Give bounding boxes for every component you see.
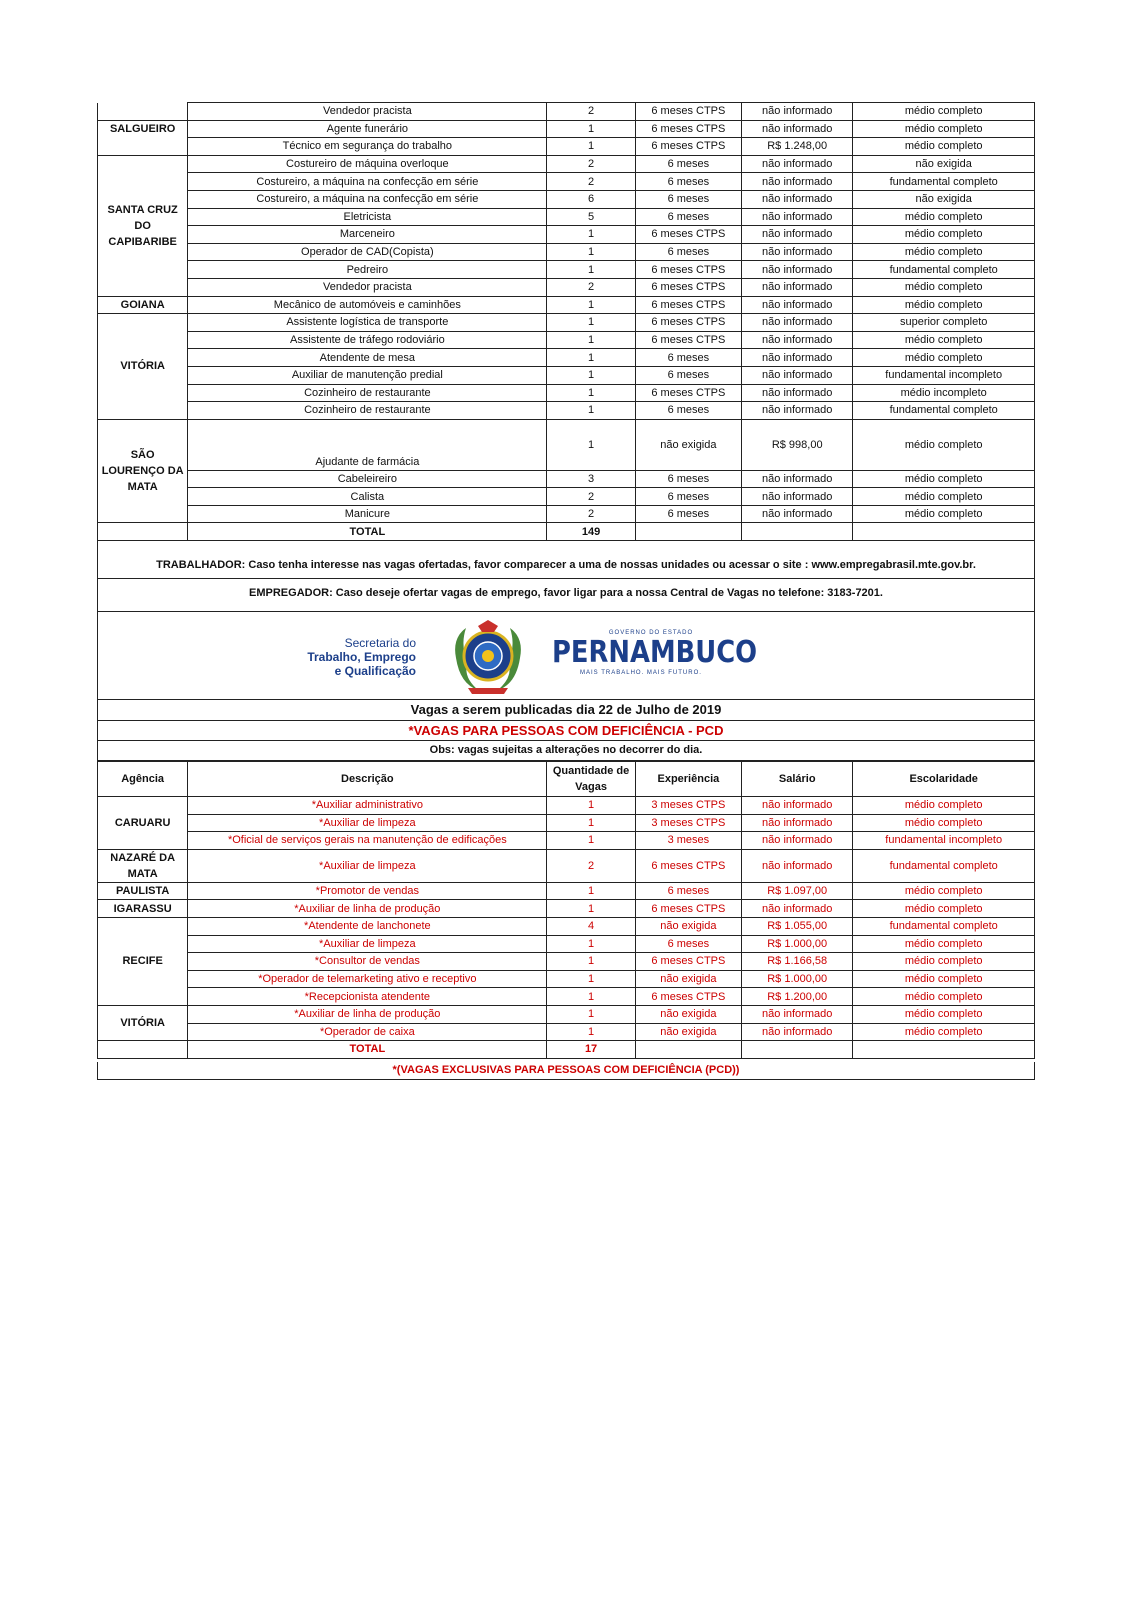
pcd-title: Vagas a serem publicadas dia 22 de Julho de 2019	[97, 700, 1035, 721]
table-row	[98, 155, 1035, 173]
quantity-cell: 1	[547, 384, 635, 402]
salary-cell: não informado	[742, 900, 853, 918]
salary-cell: não informado	[742, 103, 853, 121]
quantity-cell: 1	[547, 953, 635, 971]
table-row	[98, 190, 1035, 208]
agency-cell: GOIANA	[98, 296, 188, 314]
table-row	[98, 970, 1035, 988]
description-cell: Marceneiro	[188, 226, 547, 244]
experience-cell: 6 meses CTPS	[635, 261, 741, 279]
experience-cell: 6 meses CTPS	[635, 226, 741, 244]
education-cell: médio completo	[853, 797, 1035, 815]
education-cell: médio completo	[853, 814, 1035, 832]
quantity-cell: 1	[547, 1023, 635, 1041]
header-quantity: Quantidade de Vagas	[547, 762, 635, 797]
description-cell: Atendente de mesa	[188, 349, 547, 367]
description-cell: *Promotor de vendas	[188, 882, 547, 900]
salary-cell: não informado	[742, 814, 853, 832]
salary-cell: não informado	[742, 470, 853, 488]
experience-cell: 6 meses CTPS	[635, 120, 741, 138]
description-cell: Cozinheiro de restaurante	[188, 402, 547, 420]
experience-cell: 6 meses	[635, 488, 741, 506]
table-row	[98, 314, 1035, 332]
experience-cell: 6 meses CTPS	[635, 314, 741, 332]
table-row	[98, 988, 1035, 1006]
quantity-cell: 2	[547, 173, 635, 191]
quantity-cell: 1	[547, 366, 635, 384]
description-cell: *Auxiliar de limpeza	[188, 849, 547, 882]
quantity-cell: 5	[547, 208, 635, 226]
experience-cell: 6 meses CTPS	[635, 953, 741, 971]
table-row	[98, 953, 1035, 971]
education-cell: médio completo	[853, 138, 1035, 156]
salary-cell: não informado	[742, 402, 853, 420]
education-cell: médio incompleto	[853, 384, 1035, 402]
experience-cell: 6 meses CTPS	[635, 296, 741, 314]
table-row	[98, 1005, 1035, 1023]
salary-cell: R$ 1.248,00	[742, 138, 853, 156]
description-cell: Costureiro, a máquina na confecção em série	[188, 190, 547, 208]
experience-cell: 6 meses CTPS	[635, 988, 741, 1006]
description-cell: Eletricista	[188, 208, 547, 226]
education-cell: médio completo	[853, 349, 1035, 367]
description-cell: *Auxiliar de linha de produção	[188, 1005, 547, 1023]
description-cell: *Operador de telemarketing ativo e receptivo	[188, 970, 547, 988]
description-cell: Assistente logística de transporte	[188, 314, 547, 332]
experience-cell: não exigida	[635, 917, 741, 935]
quantity-cell: 1	[547, 314, 635, 332]
quantity-cell: 1	[547, 419, 635, 470]
description-cell: Técnico em segurança do trabalho	[188, 138, 547, 156]
education-cell: médio completo	[853, 226, 1035, 244]
salary-cell: não informado	[742, 278, 853, 296]
experience-cell: não exigida	[635, 1023, 741, 1041]
salary-cell: R$ 1.097,00	[742, 882, 853, 900]
education-cell: fundamental completo	[853, 402, 1035, 420]
experience-cell: 3 meses CTPS	[635, 814, 741, 832]
salary-cell: não informado	[742, 261, 853, 279]
table-row	[98, 470, 1035, 488]
quantity-cell: 1	[547, 243, 635, 261]
table-row	[98, 120, 1035, 138]
description-cell: Agente funerário	[188, 120, 547, 138]
education-cell: médio completo	[853, 331, 1035, 349]
salary-cell: não informado	[742, 314, 853, 332]
quantity-cell: 2	[547, 488, 635, 506]
salary-cell: não informado	[742, 190, 853, 208]
header-education: Escolaridade	[853, 762, 1035, 797]
table-row	[98, 849, 1035, 882]
quantity-cell: 2	[547, 155, 635, 173]
description-cell: Cabeleireiro	[188, 470, 547, 488]
quantity-cell: 1	[547, 970, 635, 988]
education-cell: médio completo	[853, 505, 1035, 523]
education-cell: médio completo	[853, 1005, 1035, 1023]
experience-cell: 6 meses	[635, 366, 741, 384]
table-row	[98, 138, 1035, 156]
education-cell: não exigida	[853, 155, 1035, 173]
quantity-cell: 2	[547, 103, 635, 121]
education-cell: médio completo	[853, 1023, 1035, 1041]
description-cell: *Consultor de vendas	[188, 953, 547, 971]
experience-cell: 6 meses	[635, 402, 741, 420]
description-cell: *Atendente de lanchonete	[188, 917, 547, 935]
description-cell: Pedreiro	[188, 261, 547, 279]
agency-cell: PAULISTA	[98, 882, 188, 900]
quantity-cell: 1	[547, 988, 635, 1006]
description-cell: Mecânico de automóveis e caminhões	[188, 296, 547, 314]
header-experience: Experiência	[635, 762, 741, 797]
experience-cell: não exigida	[635, 970, 741, 988]
experience-cell: 6 meses CTPS	[635, 138, 741, 156]
salary-cell: não informado	[742, 832, 853, 850]
table-row	[98, 797, 1035, 815]
experience-cell: não exigida	[635, 1005, 741, 1023]
pcd-vacancies-table	[97, 761, 1035, 1059]
quantity-cell: 1	[547, 882, 635, 900]
quantity-cell: 2	[547, 505, 635, 523]
coat-of-arms-icon	[448, 618, 528, 698]
description-cell: *Oficial de serviços gerais na manutenção de edificações	[188, 832, 547, 850]
description-cell: Ajudante de farmácia	[188, 419, 547, 470]
salary-cell: não informado	[742, 331, 853, 349]
quantity-cell: 1	[547, 935, 635, 953]
agency-cell: VITÓRIA	[98, 1005, 188, 1040]
quantity-cell: 1	[547, 900, 635, 918]
table-row	[98, 349, 1035, 367]
description-cell: Costureiro, a máquina na confecção em série	[188, 173, 547, 191]
secretaria-logo: Secretaria do Trabalho, Emprego e Qualificação	[307, 636, 416, 678]
salary-cell: não informado	[742, 120, 853, 138]
quantity-cell: 1	[547, 814, 635, 832]
salary-cell: não informado	[742, 849, 853, 882]
description-cell: Costureiro de máquina overloque	[188, 155, 547, 173]
total-label: TOTAL	[188, 1041, 547, 1059]
quantity-cell: 1	[547, 138, 635, 156]
education-cell: médio completo	[853, 296, 1035, 314]
agency-cell: SALGUEIRO	[98, 120, 188, 155]
education-cell: fundamental completo	[853, 261, 1035, 279]
quantity-cell: 1	[547, 832, 635, 850]
salary-cell: não informado	[742, 173, 853, 191]
table-row	[98, 278, 1035, 296]
table-header-row	[98, 762, 1035, 797]
experience-cell: 6 meses	[635, 470, 741, 488]
header-description: Descrição	[188, 762, 547, 797]
agency-cell: CARUARU	[98, 797, 188, 850]
table-row	[98, 384, 1035, 402]
agency-cell	[98, 523, 188, 541]
vacancies-table	[97, 102, 1035, 541]
header-agency: Agência	[98, 762, 188, 797]
education-cell: fundamental incompleto	[853, 366, 1035, 384]
salary-cell: R$ 1.000,00	[742, 970, 853, 988]
table-row	[98, 261, 1035, 279]
pcd-obs: Obs: vagas sujeitas a alterações no decorrer do dia.	[97, 741, 1035, 761]
table-row	[98, 882, 1035, 900]
salary-cell: R$ 998,00	[742, 419, 853, 470]
quantity-cell: 1	[547, 349, 635, 367]
salary-cell: não informado	[742, 296, 853, 314]
salary-cell: não informado	[742, 208, 853, 226]
quantity-cell: 2	[547, 849, 635, 882]
table-row	[98, 814, 1035, 832]
salary-cell: não informado	[742, 243, 853, 261]
quantity-cell: 1	[547, 261, 635, 279]
experience-cell: 6 meses	[635, 882, 741, 900]
experience-cell: 6 meses	[635, 208, 741, 226]
salary-cell: não informado	[742, 366, 853, 384]
agency-cell: IGARASSU	[98, 900, 188, 918]
table-row	[98, 331, 1035, 349]
experience-cell: 6 meses CTPS	[635, 278, 741, 296]
total-row	[98, 523, 1035, 541]
education-cell: médio completo	[853, 900, 1035, 918]
agency-cell: SÃO LOURENÇO DA MATA	[98, 419, 188, 523]
salary-cell: não informado	[742, 797, 853, 815]
experience-cell: não exigida	[635, 419, 741, 470]
agency-cell: NAZARÉ DA MATA	[98, 849, 188, 882]
description-cell: *Auxiliar de limpeza	[188, 814, 547, 832]
salary-cell: não informado	[742, 488, 853, 506]
table-row	[98, 366, 1035, 384]
salary-cell: não informado	[742, 349, 853, 367]
quantity-cell: 1	[547, 331, 635, 349]
description-cell: *Auxiliar de limpeza	[188, 935, 547, 953]
education-cell: fundamental completo	[853, 917, 1035, 935]
table-row	[98, 505, 1035, 523]
table-row	[98, 173, 1035, 191]
salary-cell: não informado	[742, 384, 853, 402]
description-cell: *Auxiliar administrativo	[188, 797, 547, 815]
quantity-cell: 3	[547, 470, 635, 488]
education-cell: superior completo	[853, 314, 1035, 332]
quantity-cell: 1	[547, 797, 635, 815]
experience-cell: 6 meses	[635, 349, 741, 367]
worker-note: TRABALHADOR: Caso tenha interesse nas vagas ofertadas, favor comparecer a uma de nossas unidades ou acessar o site : www.empregabrasil.mte.gov.br.	[97, 541, 1035, 579]
logos-banner	[97, 612, 1035, 700]
agency-cell	[98, 103, 188, 121]
description-cell: *Recepcionista atendente	[188, 988, 547, 1006]
education-cell: médio completo	[853, 470, 1035, 488]
experience-cell: 6 meses	[635, 243, 741, 261]
education-cell: fundamental incompleto	[853, 832, 1035, 850]
salary-cell: R$ 1.166,58	[742, 953, 853, 971]
table-row	[98, 296, 1035, 314]
table-row	[98, 419, 1035, 470]
education-cell: médio completo	[853, 120, 1035, 138]
total-label: TOTAL	[188, 523, 547, 541]
salary-cell: R$ 1.055,00	[742, 917, 853, 935]
education-cell: médio completo	[853, 103, 1035, 121]
education-cell: médio completo	[853, 208, 1035, 226]
experience-cell: 6 meses	[635, 173, 741, 191]
salary-cell: não informado	[742, 1023, 853, 1041]
education-cell: fundamental completo	[853, 173, 1035, 191]
description-cell: Manicure	[188, 505, 547, 523]
description-cell: Cozinheiro de restaurante	[188, 384, 547, 402]
quantity-cell: 2	[547, 278, 635, 296]
table-row	[98, 935, 1035, 953]
table-row	[98, 402, 1035, 420]
description-cell: Vendedor pracista	[188, 278, 547, 296]
education-cell: médio completo	[853, 243, 1035, 261]
pcd-footer-note: *(VAGAS EXCLUSIVAS PARA PESSOAS COM DEFICIÊNCIA (PCD))	[97, 1062, 1035, 1080]
education-cell: médio completo	[853, 419, 1035, 470]
table-row	[98, 1023, 1035, 1041]
description-cell: Calista	[188, 488, 547, 506]
salary-cell: não informado	[742, 505, 853, 523]
education-cell: médio completo	[853, 882, 1035, 900]
quantity-cell: 6	[547, 190, 635, 208]
employer-note: EMPREGADOR: Caso deseje ofertar vagas de emprego, favor ligar para a nossa Central de Vagas no telefone: 3183-7201.	[97, 579, 1035, 612]
description-cell: Assistente de tráfego rodoviário	[188, 331, 547, 349]
salary-cell: não informado	[742, 155, 853, 173]
education-cell: médio completo	[853, 953, 1035, 971]
table-row	[98, 488, 1035, 506]
table-row	[98, 917, 1035, 935]
experience-cell: 6 meses CTPS	[635, 849, 741, 882]
salary-cell: R$ 1.000,00	[742, 935, 853, 953]
experience-cell: 6 meses	[635, 190, 741, 208]
education-cell: médio completo	[853, 935, 1035, 953]
education-cell: médio completo	[853, 988, 1035, 1006]
education-cell: médio completo	[853, 488, 1035, 506]
salary-cell: R$ 1.200,00	[742, 988, 853, 1006]
experience-cell: 6 meses	[635, 155, 741, 173]
quantity-cell: 1	[547, 120, 635, 138]
experience-cell: 6 meses CTPS	[635, 384, 741, 402]
experience-cell: 3 meses CTPS	[635, 797, 741, 815]
pernambuco-logo: GOVERNO DO ESTADO PERNAMBUCO MAIS TRABALHO. MAIS FUTURO.	[552, 630, 758, 676]
quantity-cell: 1	[547, 402, 635, 420]
pcd-subtitle: *VAGAS PARA PESSOAS COM DEFICIÊNCIA - PCD	[97, 721, 1035, 741]
description-cell: Auxiliar de manutenção predial	[188, 366, 547, 384]
education-cell: fundamental completo	[853, 849, 1035, 882]
total-row	[98, 1041, 1035, 1059]
table-row	[98, 243, 1035, 261]
notes-section	[97, 541, 1035, 612]
experience-cell: 6 meses	[635, 505, 741, 523]
education-cell: médio completo	[853, 970, 1035, 988]
education-cell: médio completo	[853, 278, 1035, 296]
description-cell: *Auxiliar de linha de produção	[188, 900, 547, 918]
experience-cell: 6 meses CTPS	[635, 103, 741, 121]
table-row	[98, 832, 1035, 850]
salary-cell: não informado	[742, 1005, 853, 1023]
agency-cell: RECIFE	[98, 917, 188, 1005]
quantity-cell: 1	[547, 226, 635, 244]
table-row	[98, 103, 1035, 121]
description-cell: Operador de CAD(Copista)	[188, 243, 547, 261]
description-cell: *Operador de caixa	[188, 1023, 547, 1041]
education-cell: não exigida	[853, 190, 1035, 208]
agency-cell: SANTA CRUZ DO CAPIBARIBE	[98, 155, 188, 296]
description-cell: Vendedor pracista	[188, 103, 547, 121]
table-row	[98, 900, 1035, 918]
experience-cell: 3 meses	[635, 832, 741, 850]
experience-cell: 6 meses	[635, 935, 741, 953]
agency-cell: VITÓRIA	[98, 314, 188, 420]
table-row	[98, 208, 1035, 226]
total-value: 17	[547, 1041, 635, 1059]
total-value: 149	[547, 523, 635, 541]
quantity-cell: 1	[547, 296, 635, 314]
salary-cell: não informado	[742, 226, 853, 244]
quantity-cell: 4	[547, 917, 635, 935]
experience-cell: 6 meses CTPS	[635, 900, 741, 918]
table-row	[98, 226, 1035, 244]
header-salary: Salário	[742, 762, 853, 797]
quantity-cell: 1	[547, 1005, 635, 1023]
experience-cell: 6 meses CTPS	[635, 331, 741, 349]
